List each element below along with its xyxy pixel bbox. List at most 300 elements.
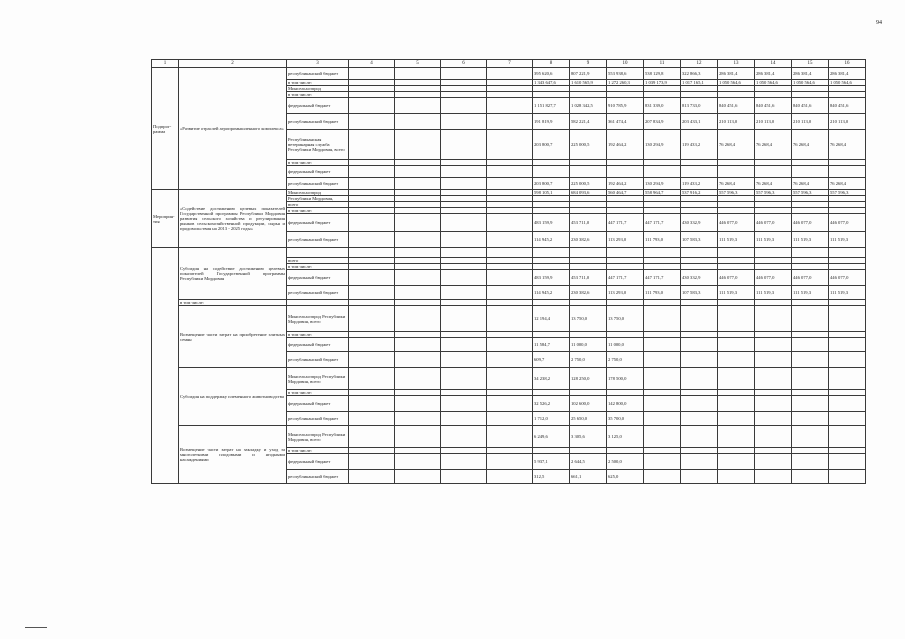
value-cell: 102 600,0 — [570, 396, 607, 412]
empty-cell — [441, 306, 487, 332]
empty-cell — [349, 412, 395, 426]
value-cell: 76 268,4 — [792, 178, 829, 190]
table-row — [152, 248, 866, 258]
empty-cell — [349, 286, 395, 300]
funding-source-cell: республиканский бюджет — [287, 286, 349, 300]
value-cell: 111 519,3 — [829, 286, 866, 300]
value-cell — [718, 248, 755, 258]
value-cell: 557 596,3 — [829, 190, 866, 196]
funding-source-cell: республиканский бюджет — [287, 178, 349, 190]
table-row — [152, 426, 866, 448]
value-cell — [829, 396, 866, 412]
empty-cell — [349, 68, 395, 80]
value-cell — [644, 306, 681, 332]
value-cell: 807 221,9 — [570, 68, 607, 80]
empty-cell — [395, 114, 441, 130]
value-cell: 111 519,3 — [755, 232, 792, 248]
value-cell: 111 793,0 — [644, 286, 681, 300]
section-type-cell — [152, 248, 179, 484]
value-cell: 111 519,3 — [792, 232, 829, 248]
column-header: 15 — [792, 60, 829, 68]
empty-cell — [441, 454, 487, 470]
value-cell: 840 451,6 — [755, 98, 792, 114]
empty-cell — [395, 214, 441, 232]
empty-cell — [349, 338, 395, 352]
value-cell — [681, 338, 718, 352]
value-cell — [718, 166, 755, 178]
value-cell: 322 866,3 — [681, 68, 718, 80]
value-cell: 128 250,0 — [570, 368, 607, 390]
value-cell: 1 343 647,6 — [533, 80, 570, 86]
empty-cell — [487, 470, 533, 484]
program-name-cell: в том числе: — [179, 300, 287, 306]
value-cell: 447 171,7 — [644, 214, 681, 232]
value-cell: 1 050 564,6 — [792, 80, 829, 86]
empty-cell — [349, 352, 395, 368]
empty-cell — [349, 232, 395, 248]
empty-cell — [487, 114, 533, 130]
value-cell: 210 113,0 — [755, 114, 792, 130]
value-cell — [755, 306, 792, 332]
value-cell: 1 050 564,6 — [755, 80, 792, 86]
value-cell: 76 268,4 — [755, 178, 792, 190]
header-row — [152, 60, 866, 68]
value-cell: 453 711,0 — [570, 270, 607, 286]
empty-cell — [487, 68, 533, 80]
empty-cell — [441, 214, 487, 232]
value-cell: 2 750,0 — [607, 352, 644, 368]
value-cell — [829, 412, 866, 426]
value-cell: 111 793,0 — [644, 232, 681, 248]
funding-source-cell: федеральный бюджет — [287, 454, 349, 470]
value-cell: 11 584,7 — [533, 338, 570, 352]
value-cell — [533, 166, 570, 178]
value-cell: 142 800,0 — [607, 396, 644, 412]
value-cell: 1 017 165,1 — [681, 80, 718, 86]
value-cell — [718, 412, 755, 426]
value-cell — [644, 166, 681, 178]
empty-cell — [441, 130, 487, 160]
value-cell: 203 800,7 — [533, 178, 570, 190]
value-cell — [829, 454, 866, 470]
value-cell: 840 451,6 — [718, 98, 755, 114]
value-cell — [792, 412, 829, 426]
value-cell: 395 620,6 — [533, 68, 570, 80]
value-cell — [681, 426, 718, 448]
empty-cell — [441, 412, 487, 426]
value-cell — [718, 470, 755, 484]
value-cell: 286 381,4 — [792, 68, 829, 80]
empty-cell — [395, 426, 441, 448]
value-cell — [792, 454, 829, 470]
empty-cell — [349, 396, 395, 412]
empty-cell — [487, 306, 533, 332]
value-cell — [755, 352, 792, 368]
column-header: 1 — [152, 60, 179, 68]
value-cell — [792, 248, 829, 258]
value-cell — [755, 426, 792, 448]
value-cell: 76 268,4 — [755, 130, 792, 160]
value-cell: 558 964,7 — [644, 190, 681, 196]
value-cell: 361 474,4 — [607, 114, 644, 130]
funding-source-cell: всего — [287, 258, 349, 264]
empty-cell — [441, 166, 487, 178]
value-cell: 286 381,4 — [829, 68, 866, 80]
value-cell: 446 077,0 — [792, 214, 829, 232]
empty-cell — [441, 470, 487, 484]
program-name-cell: Субсидия на содействие достижению целевых показателей Государственной программы Республики Мордовия — [179, 248, 287, 300]
empty-cell — [349, 166, 395, 178]
column-header: 2 — [179, 60, 287, 68]
value-cell: 2 500,0 — [607, 454, 644, 470]
value-cell: 538 129,8 — [644, 68, 681, 80]
value-cell: 430 332,9 — [681, 214, 718, 232]
empty-cell — [487, 426, 533, 448]
empty-cell — [395, 130, 441, 160]
value-cell — [533, 248, 570, 258]
value-cell — [718, 454, 755, 470]
value-cell: 203 800,7 — [533, 130, 570, 160]
funding-source-cell: в том числе: — [287, 390, 349, 396]
value-cell: 446 077,0 — [755, 214, 792, 232]
column-header: 3 — [287, 60, 349, 68]
value-cell: 192 464,2 — [607, 178, 644, 190]
value-cell: 11 000,0 — [607, 338, 644, 352]
funding-source-cell: Республиканская ветеринарная служба Республики Мордовия, всего — [287, 130, 349, 160]
value-cell: 609,7 — [533, 352, 570, 368]
funding-source-cell: федеральный бюджет — [287, 166, 349, 178]
value-cell: 210 113,0 — [792, 114, 829, 130]
value-cell: 230 382,6 — [570, 286, 607, 300]
value-cell: 840 451,6 — [829, 98, 866, 114]
value-cell: 1 039 173,9 — [644, 80, 681, 86]
value-cell — [755, 368, 792, 390]
empty-cell — [487, 98, 533, 114]
empty-cell — [487, 352, 533, 368]
empty-cell — [349, 98, 395, 114]
funding-source-cell: в том числе: — [287, 332, 349, 338]
value-cell: 35 700,0 — [607, 412, 644, 426]
program-name-cell: Возмещение части затрат на закладку и уход за многолетними плодовыми и ягодными насаждениями — [179, 426, 287, 484]
table-row — [152, 306, 866, 332]
funding-source-cell: Минсельхозпрод — [287, 190, 349, 196]
value-cell: 203 433,1 — [681, 114, 718, 130]
value-cell: 13 750,0 — [570, 306, 607, 332]
value-cell: 76 268,4 — [718, 130, 755, 160]
program-name-cell: Возмещение части затрат на приобретение элитных семян — [179, 306, 287, 368]
funding-source-cell: республиканский бюджет — [287, 352, 349, 368]
value-cell: 446 077,0 — [829, 214, 866, 232]
value-cell: 13 750,0 — [607, 306, 644, 332]
value-cell — [755, 454, 792, 470]
value-cell — [644, 248, 681, 258]
section-type-cell: Мероприя-тия — [152, 190, 179, 248]
value-cell: 113 293,0 — [607, 232, 644, 248]
empty-cell — [487, 412, 533, 426]
column-header: 6 — [441, 60, 487, 68]
column-header: 4 — [349, 60, 395, 68]
value-cell: 230 382,6 — [570, 232, 607, 248]
value-cell: 598 105,1 — [533, 190, 570, 196]
column-header: 8 — [533, 60, 570, 68]
value-cell: 483 159,9 — [533, 214, 570, 232]
value-cell: 191 819,9 — [533, 114, 570, 130]
value-cell: 537 916,2 — [681, 190, 718, 196]
value-cell — [718, 396, 755, 412]
funding-source-cell: в том числе: — [287, 264, 349, 270]
value-cell: 12 194,4 — [533, 306, 570, 332]
value-cell: 207 834,9 — [644, 114, 681, 130]
empty-cell — [441, 68, 487, 80]
empty-cell — [395, 98, 441, 114]
value-cell: 111 519,3 — [718, 286, 755, 300]
value-cell: 582 221,4 — [570, 114, 607, 130]
value-cell — [755, 470, 792, 484]
empty-cell — [487, 396, 533, 412]
empty-cell — [349, 130, 395, 160]
funding-source-cell: в том числе: — [287, 160, 349, 166]
empty-cell — [395, 166, 441, 178]
value-cell — [755, 412, 792, 426]
empty-cell — [441, 248, 487, 258]
value-cell: 446 077,0 — [718, 270, 755, 286]
value-cell — [755, 396, 792, 412]
value-cell — [792, 338, 829, 352]
value-cell: 1 272 260,3 — [607, 80, 644, 86]
empty-cell — [349, 114, 395, 130]
value-cell: 119 433,2 — [681, 130, 718, 160]
empty-cell — [349, 470, 395, 484]
value-cell: 210 113,0 — [829, 114, 866, 130]
value-cell — [755, 248, 792, 258]
funding-source-cell: республиканский бюджет — [287, 470, 349, 484]
empty-cell — [395, 68, 441, 80]
value-cell — [718, 368, 755, 390]
value-cell — [755, 338, 792, 352]
value-cell — [792, 166, 829, 178]
funding-source-cell: республиканский бюджет — [287, 68, 349, 80]
value-cell: 831 339,0 — [644, 98, 681, 114]
empty-cell — [487, 166, 533, 178]
table-row — [152, 368, 866, 390]
value-cell: 114 945,2 — [533, 232, 570, 248]
value-cell: 113 293,0 — [607, 286, 644, 300]
empty-cell — [395, 352, 441, 368]
program-name-cell: «Содействие достижению целевых показателей Государственной программы Республики Мордовия развития сельского хозяйства и регулирования рынков сельскохозяйственной продукции, сырья и продовольствия на 2013 - 2025 годы» — [179, 190, 287, 248]
empty-cell — [395, 368, 441, 390]
empty-cell — [349, 306, 395, 332]
value-cell: 225 000,5 — [570, 130, 607, 160]
empty-cell — [349, 178, 395, 190]
empty-cell — [441, 114, 487, 130]
value-cell — [829, 368, 866, 390]
value-cell — [792, 306, 829, 332]
funding-source-cell: в том числе: — [287, 448, 349, 454]
value-cell — [607, 248, 644, 258]
value-cell: 192 464,2 — [607, 130, 644, 160]
value-cell: 312,5 — [533, 470, 570, 484]
value-cell: 76 268,4 — [792, 130, 829, 160]
value-cell — [829, 338, 866, 352]
value-cell: 114 945,2 — [533, 286, 570, 300]
value-cell: 111 519,3 — [755, 286, 792, 300]
value-cell — [681, 166, 718, 178]
value-cell — [718, 306, 755, 332]
value-cell — [718, 338, 755, 352]
value-cell — [644, 412, 681, 426]
value-cell — [644, 426, 681, 448]
value-cell: 483 159,9 — [533, 270, 570, 286]
page-number: 94 — [876, 20, 882, 26]
value-cell: 453 711,0 — [570, 214, 607, 232]
empty-cell — [395, 412, 441, 426]
empty-cell — [349, 368, 395, 390]
value-cell — [681, 248, 718, 258]
value-cell — [644, 338, 681, 352]
value-cell: 661,1 — [570, 470, 607, 484]
empty-cell — [395, 338, 441, 352]
value-cell — [681, 396, 718, 412]
value-cell — [829, 426, 866, 448]
value-cell — [792, 470, 829, 484]
funding-source-cell: федеральный бюджет — [287, 270, 349, 286]
value-cell — [644, 368, 681, 390]
empty-cell — [487, 286, 533, 300]
empty-cell — [441, 426, 487, 448]
funding-source-cell: республиканский бюджет — [287, 114, 349, 130]
value-cell: 1 151 827,7 — [533, 98, 570, 114]
value-cell — [681, 352, 718, 368]
value-cell — [570, 166, 607, 178]
value-cell: 11 000,0 — [570, 338, 607, 352]
column-header: 11 — [644, 60, 681, 68]
empty-cell — [487, 270, 533, 286]
value-cell — [755, 166, 792, 178]
value-cell: 107 583,3 — [681, 286, 718, 300]
empty-cell — [441, 338, 487, 352]
value-cell: 119 433,2 — [681, 178, 718, 190]
funding-source-cell: Минсельхозпрод — [287, 86, 349, 92]
value-cell: 6 249,6 — [533, 426, 570, 448]
empty-cell — [441, 98, 487, 114]
budget-table — [151, 59, 866, 484]
empty-cell — [395, 306, 441, 332]
empty-cell — [487, 368, 533, 390]
value-cell — [681, 368, 718, 390]
value-cell: 447 171,7 — [607, 270, 644, 286]
value-cell: 1 610 565,9 — [570, 80, 607, 86]
value-cell: 107 583,3 — [681, 232, 718, 248]
empty-cell — [487, 178, 533, 190]
empty-cell — [487, 338, 533, 352]
value-cell — [681, 306, 718, 332]
value-cell: 553 938,6 — [607, 68, 644, 80]
value-cell: 447 171,7 — [644, 270, 681, 286]
value-cell — [644, 454, 681, 470]
value-cell — [718, 352, 755, 368]
value-cell — [570, 248, 607, 258]
value-cell: 1 028 342,5 — [570, 98, 607, 114]
value-cell: 1 712,0 — [533, 412, 570, 426]
footer-rule — [25, 627, 47, 628]
program-name-cell: Субсидия на поддержку племенного животноводства — [179, 368, 287, 426]
value-cell: 178 500,0 — [607, 368, 644, 390]
funding-source-cell: Минсельхозпрод Республики Мордовия, всего — [287, 306, 349, 332]
column-header: 16 — [829, 60, 866, 68]
empty-cell — [395, 470, 441, 484]
value-cell: 111 519,3 — [718, 232, 755, 248]
value-cell — [829, 352, 866, 368]
value-cell: 130 294,9 — [644, 130, 681, 160]
value-cell: 2 750,0 — [570, 352, 607, 368]
value-cell — [718, 426, 755, 448]
empty-cell — [487, 454, 533, 470]
value-cell: 557 596,3 — [718, 190, 755, 196]
funding-source-cell: Минсельхозпрод Республики Мордовия, всего — [287, 426, 349, 448]
value-cell: 557 596,3 — [755, 190, 792, 196]
empty-cell — [441, 270, 487, 286]
value-cell: 447 171,7 — [607, 214, 644, 232]
funding-source-cell: республиканский бюджет — [287, 232, 349, 248]
value-cell: 32 526,2 — [533, 396, 570, 412]
empty-cell — [487, 130, 533, 160]
empty-cell — [441, 178, 487, 190]
value-cell: 446 077,0 — [755, 270, 792, 286]
value-cell: 225 000,5 — [570, 178, 607, 190]
value-cell — [829, 470, 866, 484]
value-cell — [792, 396, 829, 412]
empty-cell — [441, 368, 487, 390]
funding-source-cell: федеральный бюджет — [287, 98, 349, 114]
value-cell: 76 268,4 — [829, 130, 866, 160]
empty-cell — [487, 214, 533, 232]
value-cell — [644, 352, 681, 368]
value-cell: 625,0 — [607, 470, 644, 484]
value-cell: 560 464,7 — [607, 190, 644, 196]
value-cell — [829, 306, 866, 332]
empty-cell — [349, 248, 395, 258]
funding-source-cell — [287, 248, 349, 258]
funding-source-cell: Минсельхозпрод Республики Мордовия, всего — [287, 368, 349, 390]
value-cell: 3 125,0 — [607, 426, 644, 448]
empty-cell — [349, 426, 395, 448]
value-cell: 111 519,3 — [792, 286, 829, 300]
empty-cell — [441, 396, 487, 412]
funding-source-cell: федеральный бюджет — [287, 396, 349, 412]
value-cell — [681, 470, 718, 484]
value-cell — [644, 470, 681, 484]
empty-cell — [395, 286, 441, 300]
column-header: 14 — [755, 60, 792, 68]
value-cell — [792, 426, 829, 448]
funding-source-cell: всего — [287, 202, 349, 208]
value-cell: 446 077,0 — [829, 270, 866, 286]
value-cell: 210 113,0 — [718, 114, 755, 130]
value-cell: 3 305,6 — [570, 426, 607, 448]
column-header: 7 — [487, 60, 533, 68]
value-cell: 813 733,0 — [681, 98, 718, 114]
value-cell — [829, 248, 866, 258]
empty-cell — [395, 232, 441, 248]
value-cell: 76 268,4 — [829, 178, 866, 190]
value-cell: 840 451,6 — [792, 98, 829, 114]
funding-source-cell: в том числе: — [287, 80, 349, 86]
value-cell — [681, 412, 718, 426]
value-cell: 910 785,9 — [607, 98, 644, 114]
value-cell: 557 596,3 — [792, 190, 829, 196]
empty-cell — [487, 248, 533, 258]
empty-cell — [441, 352, 487, 368]
